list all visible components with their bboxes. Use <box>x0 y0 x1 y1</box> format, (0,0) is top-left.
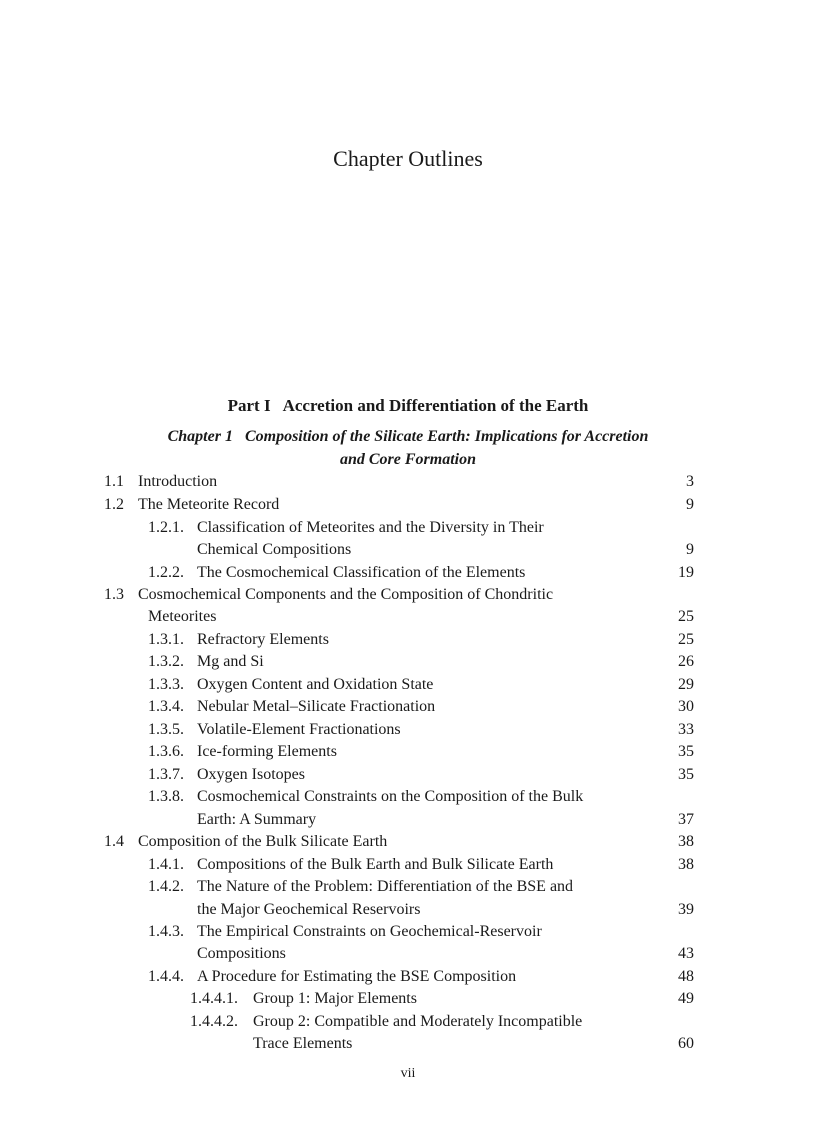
toc-entry-page: 39 <box>678 901 694 918</box>
toc-entry-text: Mg and Si <box>197 653 264 670</box>
toc-entry-page: 29 <box>678 676 694 693</box>
toc-entry-text: Refractory Elements <box>197 631 329 648</box>
toc-entry-num: 1.4.3. <box>148 923 184 940</box>
toc-entry-text: Introduction <box>138 473 218 490</box>
toc-entry-num: 1.3 <box>104 586 124 603</box>
toc-entry-text: Composition of the Bulk Silicate Earth <box>138 833 388 850</box>
toc-entry-num: 1.2 <box>104 496 124 513</box>
toc-entry-text: Group 1: Major Elements <box>253 990 417 1007</box>
toc-entry-page: 25 <box>678 631 694 648</box>
toc-entry-text: Classification of Meteorites and the Diversity in Their <box>197 519 544 536</box>
chapter-title-line1: Composition of the Silicate Earth: Implications for Accretion <box>244 428 649 445</box>
toc-entry-text: The Meteorite Record <box>138 496 280 513</box>
toc-entry-page: 35 <box>678 766 694 783</box>
toc-entry-text-cont: Meteorites <box>148 608 217 625</box>
toc-entry-num: 1.3.1. <box>148 631 184 648</box>
chapter-title-line2: and Core Formation <box>339 451 477 468</box>
toc-entry-num: 1.4 <box>104 833 124 850</box>
toc-entry-page: 26 <box>678 653 694 670</box>
toc-entry-num: 1.3.7. <box>148 766 184 783</box>
toc-entry-page: 9 <box>686 541 694 558</box>
toc-entry-text: Cosmochemical Components and the Composition of Chondritic <box>138 586 554 603</box>
toc-entry-text: A Procedure for Estimating the BSE Composition <box>197 968 517 985</box>
toc-entry-text-cont: Trace Elements <box>253 1035 353 1052</box>
toc-entry-page: 25 <box>678 608 694 625</box>
toc-entry-num: 1.3.2. <box>148 653 184 670</box>
toc-entry-page: 30 <box>678 698 694 715</box>
toc-entry-num: 1.2.1. <box>148 519 184 536</box>
toc-entry-page: 49 <box>678 990 694 1007</box>
toc-entry-text: Oxygen Content and Oxidation State <box>197 676 434 693</box>
toc-entry-text: Ice-forming Elements <box>197 743 337 760</box>
chapter-label: Chapter 1 <box>167 428 233 445</box>
toc-entry-text-cont: Earth: A Summary <box>197 811 317 828</box>
toc-entry-text: Oxygen Isotopes <box>197 766 305 783</box>
toc-entry-text-cont: the Major Geochemical Reservoirs <box>197 901 421 918</box>
toc-entry-text-cont: Chemical Compositions <box>197 541 352 558</box>
toc-entry-text: The Nature of the Problem: Differentiation of the BSE and <box>197 878 574 895</box>
toc-entry-text: Group 2: Compatible and Moderately Incompatible <box>253 1013 583 1030</box>
toc-entry-num: 1.3.6. <box>148 743 184 760</box>
toc-entry-page: 37 <box>678 811 694 828</box>
toc-entry-page: 33 <box>678 721 694 738</box>
toc-entry-num: 1.3.3. <box>148 676 184 693</box>
toc-entry-num: 1.4.1. <box>148 856 184 873</box>
chapter-heading <box>0 428 816 446</box>
toc-entry-num: 1.2.2. <box>148 564 184 581</box>
toc-entry-text-cont: Compositions <box>197 945 286 962</box>
toc-entry-num: 1.3.4. <box>148 698 184 715</box>
toc-entry-num: 1.3.5. <box>148 721 184 738</box>
toc-entry-text: Volatile-Element Fractionations <box>197 721 401 738</box>
part-title: Accretion and Differentiation of the Earth <box>282 396 589 415</box>
toc-entry-num: 1.1 <box>104 473 124 490</box>
toc-entry-page: 38 <box>678 856 694 873</box>
page-folio: vii <box>400 1066 416 1081</box>
toc-entry-num: 1.4.4.2. <box>190 1013 238 1030</box>
toc-entry-page: 48 <box>678 968 694 985</box>
toc-entry-num: 1.4.4.1. <box>190 990 238 1007</box>
toc-entry-page: 60 <box>678 1035 694 1052</box>
page-title: Chapter Outlines <box>333 146 483 171</box>
toc-entry-page: 9 <box>686 496 694 513</box>
toc-entry-text: Nebular Metal–Silicate Fractionation <box>197 698 436 715</box>
part-label: Part I <box>227 396 271 415</box>
toc-entry-page: 3 <box>686 473 694 490</box>
toc-entry-text: Compositions of the Bulk Earth and Bulk Silicate Earth <box>197 856 554 873</box>
toc-entry-num: 1.4.4. <box>148 968 184 985</box>
toc-entry-page: 43 <box>678 945 694 962</box>
toc-entry-text: Cosmochemical Constraints on the Composition of the Bulk <box>197 788 584 805</box>
toc-entry-num: 1.3.8. <box>148 788 184 805</box>
toc-entry-text: The Empirical Constraints on Geochemical-Reservoir <box>197 923 542 940</box>
toc-entry-page: 38 <box>678 833 694 850</box>
toc-entry-num: 1.4.2. <box>148 878 184 895</box>
part-heading <box>0 396 816 416</box>
toc-entry-page: 19 <box>678 564 694 581</box>
toc-entry-page: 35 <box>678 743 694 760</box>
toc-entry-text: The Cosmochemical Classification of the Elements <box>197 564 526 581</box>
